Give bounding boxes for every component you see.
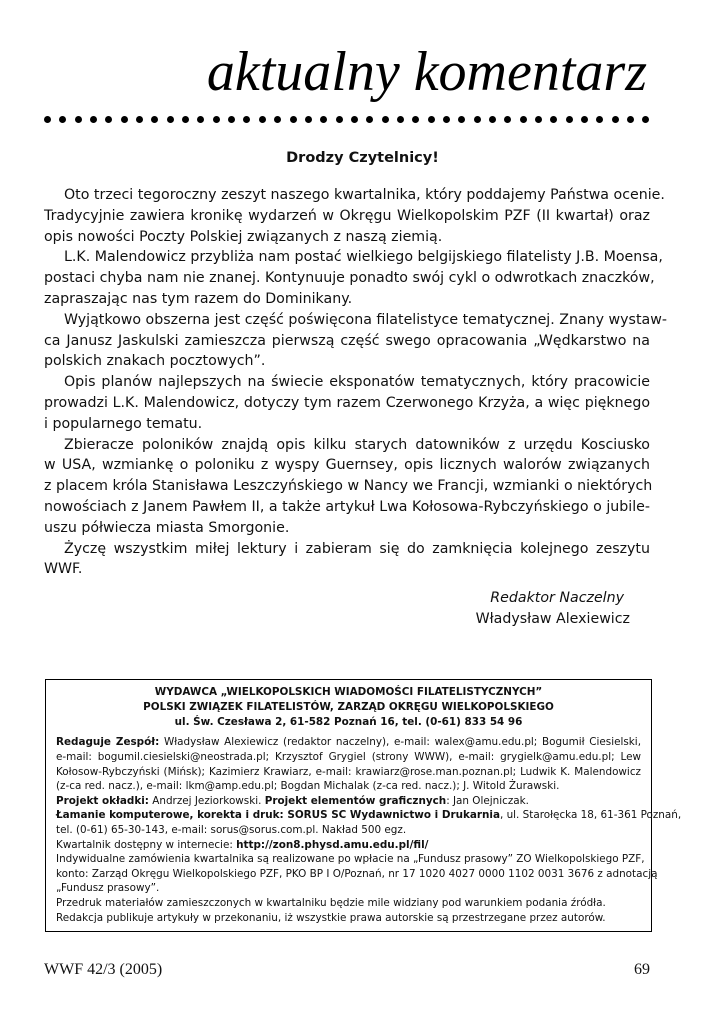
divider-dot [121,116,128,123]
paragraph-line: opis nowości Poczty Polskiej związanych z naszą ziemią. [44,228,443,245]
issue-info: WWF 42/3 (2005) [44,961,163,978]
greeting-heading: Drodzy Czytelnicy! [286,150,439,166]
signature-name: Władysław Alexiewicz [475,610,630,627]
signature-role: Redaktor Naczelny [490,590,624,606]
paragraph-line: Życzę wszystkim miłej lektury i zabieram się do zamknięcia kolejnego zeszytu [64,540,650,557]
graphics-design-label: Projekt elementów graficznych [264,794,447,807]
paragraph-line: w USA, wzmiankę o poloniku z wyspy Guernsey, opis licznych walorów związanych [44,457,650,474]
divider-dot [581,116,588,123]
paragraph-line: ca Janusz Jaskulski zamieszcza pierwszą część swego opracowania „Wędkarstwo na [44,332,650,349]
editorial-body [44,185,667,580]
orders-line: Indywidualne zamówienia kwartalnika są realizowane po wpłacie na „Fundusz prasowy” ZO Wielkopolskiego PZF, [56,853,645,866]
divider-dot [305,116,312,123]
internet-line [56,838,641,853]
divider-dot [44,116,51,123]
editorial-team-text: Władysław Alexiewicz (redaktor naczelny), e-mail: walex@amu.edu.pl; Bogumił Ciesielski, [159,736,641,749]
paragraph-line: Oto trzeci tegoroczny zeszyt naszego kwartalnika, który poddajemy Państwa ocenie. [64,187,665,203]
paragraph-line: postaci chyba nam nie znanej. Kontynuuje ponadto swój cykl o odwrotkach znaczków, [44,270,655,287]
paragraph-line: polskich znakach pocztowych”. [44,353,266,370]
paragraph-line: Tradycyjnie zawiera kronikę wydarzeń w Okręgu Wielkopolskim PZF (II kwartał) oraz [44,207,650,224]
divider-dot [320,116,327,123]
paragraph-line: nowościach z Janem Pawłem II, a także artykuł Lwa Kołosowa-Rybczyńskiego o jubile- [44,498,650,515]
design-credits-line [56,794,641,809]
divider-dot [182,116,189,123]
signature-block [476,588,630,630]
divider-dot [428,116,435,123]
divider-dot [75,116,82,123]
paragraph-line: prowadzi L.K. Malendowicz, dotyczy tym razem Czerwonego Krzyża, a więc pięknego [44,394,650,411]
paragraph-line: Opis planów najlepszych na świecie eksponatów tematycznych, który pracowicie [64,374,650,391]
divider-dot [59,116,66,123]
paragraph-line: L.K. Malendowicz przybliża nam postać wielkiego belgijskiego filatelisty J.B. Moensa, [64,249,663,266]
paragraph-line: WWF. [44,561,83,578]
dotted-divider [44,113,650,125]
paragraph-line: Wyjątkowo obszerna jest część poświęcona filatelistyce tematycznej. Znany wystaw- [64,311,667,328]
divider-dot [151,116,158,123]
divider-dot [351,116,358,123]
paragraph-line: uszu półwiecza miasta Smorgonie. [44,519,290,536]
divider-dot [382,116,389,123]
printing-line: tel. (0-61) 65-30-143, e-mail: sorus@sorus.com.pl. Nakład 500 egz. [56,823,407,836]
imprint-box [45,679,682,932]
divider-dot [474,116,481,123]
divider-dot [105,116,112,123]
divider-dot [520,116,527,123]
divider-dot [397,116,404,123]
divider-dot [136,116,143,123]
divider-dot [627,116,634,123]
graphics-design-value: : Jan Olejniczak. [446,794,529,807]
divider-dot [90,116,97,123]
editorial-team-line [56,735,641,750]
paragraph-line: Zbieracze poloników znajdą opis kilku starych datowników z urzędu Kosciusko [64,436,650,453]
internet-text: Kwartalnik dostępny w internecie: [56,838,237,851]
divider-dot [336,116,343,123]
cover-design-label: Projekt okładki: [56,794,149,807]
divider-dot [443,116,450,123]
divider-dot [412,116,419,123]
divider-dot [366,116,373,123]
publisher-line: ul. Św. Czesława 2, 61-582 Poznań 16, tel. (0-61) 833 54 96 [174,715,523,728]
divider-dot [642,116,649,123]
printing-label: Łamanie komputerowe, korekta i druk: SORUS SC Wydawnictwo i Drukarnia [56,809,500,822]
publisher-line: POLSKI ZWIĄZEK FILATELISTÓW, ZARZĄD OKRĘGU WIELKOPOLSKIEGO [143,700,554,713]
divider-dot [259,116,266,123]
editorial-team-line: e-mail: bogumil.ciesielski@neostrada.pl; Krzysztof Grygiel (strony WWW), e-mail: grygielk@amu.edu.pl; Lew [56,750,641,763]
divider-dot [243,116,250,123]
divider-dot [550,116,557,123]
divider-dot [228,116,235,123]
editorial-team-line: (z-ca red. nacz.), e-mail: lkm@amp.edu.pl; Bogdan Michalak (z-ca red. nacz.); J. Witold Żurawski. [56,780,560,793]
paragraph-line: i popularnego tematu. [44,415,203,432]
divider-dot [612,116,619,123]
divider-dot [596,116,603,123]
printing-line [56,808,682,823]
rights-line: Redakcja publikuje artykuły w przekonaniu, iż wszystkie prawa autorskie są przestrzegane przez autorów. [56,911,606,924]
rights-line: Przedruk materiałów zamieszczonych w kwartalniku będzie mile widziany pod warunkiem podania źródła. [56,896,606,909]
divider-dot [566,116,573,123]
publisher-line: WYDAWCA „WIELKOPOLSKICH WIADOMOŚCI FILATELISTYCZNYCH” [154,686,543,698]
page-title: aktualny komentarz [206,41,647,103]
orders-line: konto: Zarząd Okręgu Wielkopolskiego PZF, PKO BP I O/Poznań, nr 17 1020 4027 0000 1102 0031 3676 z adnotacją [56,867,658,880]
divider-dot [167,116,174,123]
editorial-team-label: Redaguje Zespół: [56,736,160,749]
internet-link[interactable]: http://zon8.physd.amu.edu.pl/fil/ [236,838,429,851]
cover-design-value: Andrzej Jeziorkowski. [148,794,265,807]
divider-dot [290,116,297,123]
divider-dot [197,116,204,123]
divider-dot [489,116,496,123]
divider-dot [213,116,220,123]
paragraph-line: z placem króla Stanisława Leszczyńskiego w Nancy we Francji, wzmianki o niektórych [44,478,653,495]
divider-dot [274,116,281,123]
divider-dot [504,116,511,123]
page-number: 69 [634,961,650,978]
divider-dot [535,116,542,123]
printing-value: , ul. Starołęcka 18, 61-361 Poznań, [499,809,682,822]
editorial-team-line: Kołosow-Rybczyński (Mińsk); Kazimierz Krawiarz, e-mail: krawiarz@rose.man.poznan.pl; Ludwik K. Malendowicz [56,765,641,778]
paragraph-line: zapraszając nas tym razem do Dominikany. [44,290,353,307]
divider-dot [458,116,465,123]
orders-line: „Fundusz prasowy”. [56,882,160,895]
